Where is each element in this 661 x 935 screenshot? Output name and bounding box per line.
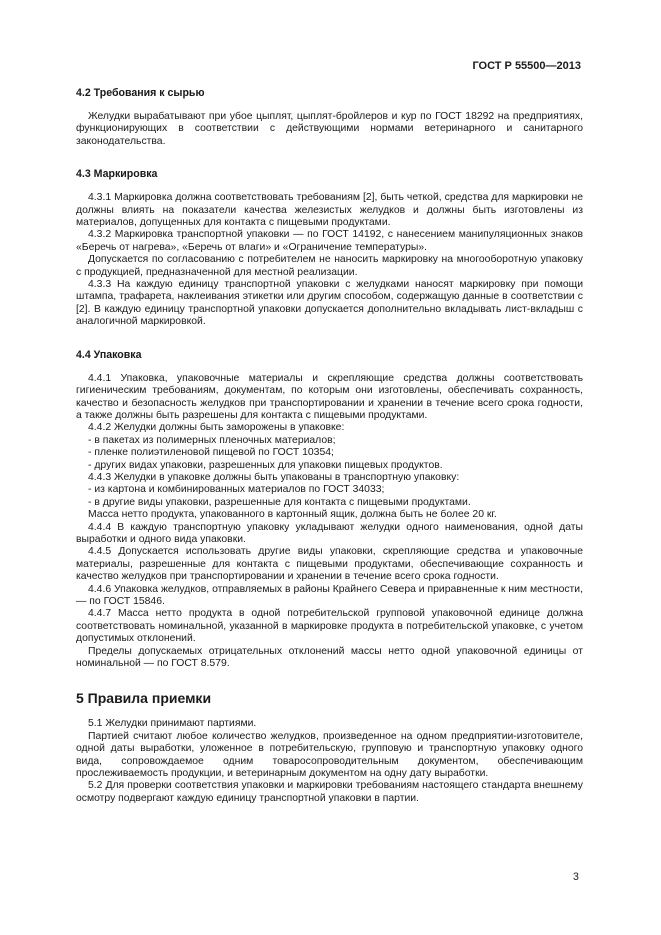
list-item: - других видах упаковки, разрешенных для упаковки пищевых продуктов.: [88, 459, 443, 471]
list-item: - в другие виды упаковки, разрешенные для контакта с пищевыми продуктами.: [88, 496, 471, 508]
paragraph: Желудки вырабатывают при убое цыплят, цыплят-бройлеров и кур по ГОСТ 18292 на предприятиях, функционирующих в соответствии с действующими нормами ветеринарного и санитарного законодательства.: [76, 111, 583, 147]
list-item: - из картона и комбинированных материалов по ГОСТ 34033;: [88, 484, 385, 496]
paragraph: Допускается по согласованию с потребителем не наносить маркировку на многооборотную упаковку с продукцией, предназначенной для местной реализации.: [76, 254, 583, 278]
paragraph: 5.2 Для проверки соответствия упаковки и маркировки требованиям настоящего стандарта внешнему осмотру подвергают каждую единицу транспортной упаковки в партии.: [76, 780, 583, 804]
section-5-title: 5 Правила приемки: [76, 690, 212, 707]
document-code: ГОСТ Р 55500—2013: [472, 60, 581, 72]
section-4-3-title: 4.3 Маркировка: [76, 168, 158, 181]
document-body: [76, 87, 583, 805]
list-item: - пленке полиэтиленовой пищевой по ГОСТ 10354;: [88, 447, 334, 459]
paragraph: 4.4.2 Желудки должны быть заморожены в упаковке:: [88, 422, 345, 434]
paragraph: 5.1 Желудки принимают партиями.: [88, 718, 257, 730]
paragraph: 4.4.6 Упаковка желудков, отправляемых в районы Крайнего Севера и приравненные к ним местности, — по ГОСТ 15846.: [76, 583, 583, 607]
section-4-4-title: 4.4 Упаковка: [76, 348, 142, 361]
paragraph: Масса нетто продукта, упакованного в картонный ящик, должна быть не более 20 кг.: [88, 509, 497, 521]
list-item: - в пакетах из полимерных пленочных материалов;: [88, 434, 336, 446]
section-4-2-title: 4.2 Требования к сырью: [76, 87, 205, 99]
paragraph: 4.4.3 Желудки в упаковке должны быть упакованы в транспортную упаковку:: [88, 471, 460, 483]
paragraph: 4.3.3 На каждую единицу транспортной упаковки с желудками наносят маркировку при помощи штампа, трафарета, наклеивания этикетки или другим способом, содержащую данные в соответствии с [2]. В каждую единицу транспортной упаковки допускается дополнительно вкладывать лист-вкладыш с аналогичной маркировкой.: [76, 279, 583, 328]
paragraph: Пределы допускаемых отрицательных отклонений массы нетто одной упаковочной единицы от номинальной — по ГОСТ 8.579.: [76, 645, 583, 670]
paragraph: 4.4.7 Масса нетто продукта в одной потребительской групповой упаковочной единице должна соответствовать номинальной, указанной в маркировке продукта в потребительской упаковке, с учетом допустимых отклонений.: [76, 608, 583, 645]
paragraph: 4.4.4 В каждую транспортную упаковку укладывают желудки одного наименования, одной даты выработки и одного вида упаковки.: [76, 521, 583, 545]
paragraph: 4.3.2 Маркировка транспортной упаковки — по ГОСТ 14192, с нанесением манипуляционных знаков «Беречь от нагрева», «Беречь от влаги» и «Ограничение температуры».: [76, 229, 583, 253]
paragraph: 4.3.1 Маркировка должна соответствовать требованиям [2], быть четкой, средства для маркировки не должны влиять на показатели качества железистых желудков и должны быть изготовлены из материалов, допущенных для контакта с пищевыми продуктами.: [76, 192, 583, 229]
paragraph: 4.4.1 Упаковка, упаковочные материалы и скрепляющие средства должны соответствовать гигиеническим требованиям, документам, по которым они изготовлены, обеспечивать сохранность, качество и безопасность желудков при транспортировании и хранении в течение всего срока годности, а также должны быть разрешены для контакта с пищевыми продуктами.: [76, 372, 583, 421]
paragraph: Партией считают любое количество желудков, произведенное на одном предприятии-изготовителе, одной даты выработки, уложенное в потребительскую, групповую и транспортную упаковку одного вида, сопровождаемое одним товаросопроводительным документом, обеспечивающим прослеживаемость продукции, и ветеринарным документом на одну дату выработки.: [76, 730, 583, 780]
page-number: 3: [573, 871, 579, 883]
paragraph: 4.4.5 Допускается использовать другие виды упаковки, скрепляющие средства и упаковочные материалы, разрешенные для контакта с пищевыми продуктами, обеспечивающие сохранность и качество желудков при транспортировании и хранении в течение всего срока годности.: [76, 546, 583, 583]
